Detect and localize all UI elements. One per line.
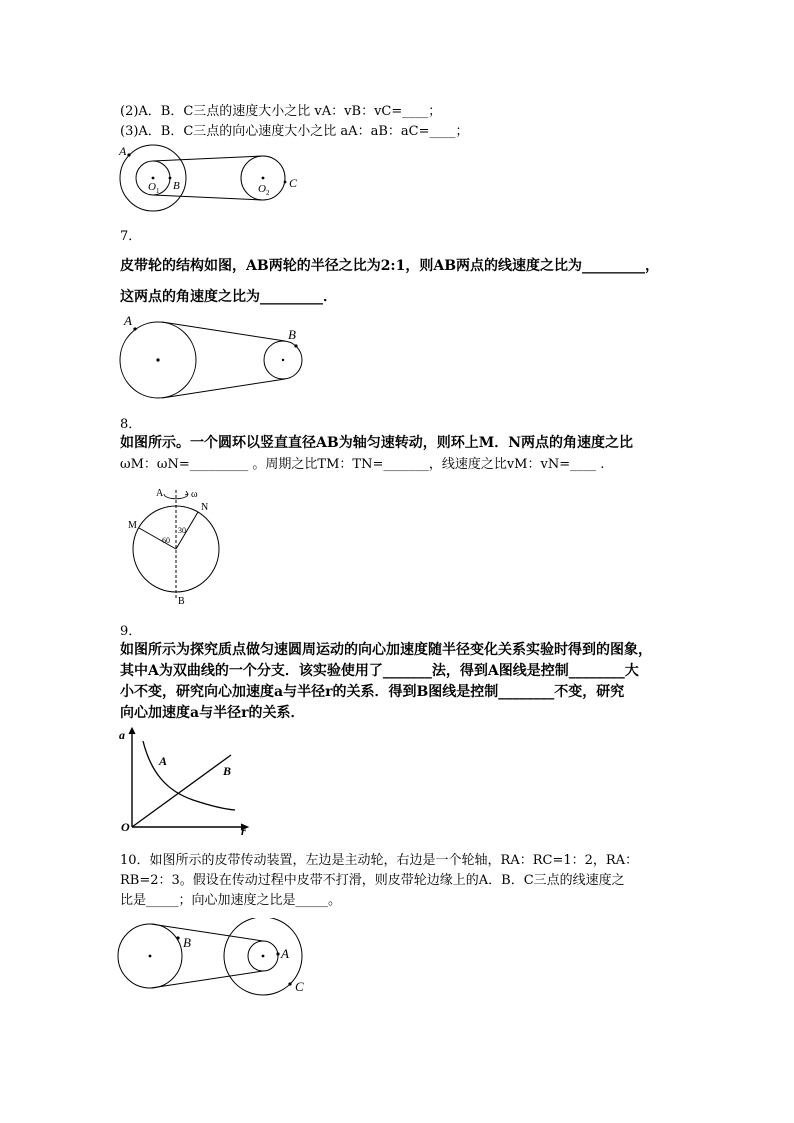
q8-label-30: 30: [178, 526, 186, 535]
q6-label-O2-sub: 2: [266, 189, 270, 197]
q8-figure: [120, 482, 230, 607]
q10-point-C: [288, 982, 291, 985]
q6-belt-bottom: [153, 195, 263, 200]
q7-label-A: A: [124, 313, 132, 328]
q10-line3: 比是_____；向心加速度之比是_____。: [120, 893, 342, 908]
q9-label-A: A: [159, 754, 168, 768]
q9-curve-A: [143, 741, 235, 810]
q7-center-A: [156, 358, 159, 361]
q7-number: 7．: [120, 229, 142, 244]
q10-center-right: [262, 955, 265, 958]
q10-belt-bottom: [151, 971, 263, 988]
q7-label-B: B: [288, 327, 296, 342]
q9-graph: [115, 725, 255, 837]
q10-point-B: [176, 936, 179, 939]
q6-label-A: A: [119, 144, 127, 158]
q10-line1: 10．如图所示的皮带传动装置，左边是主动轮，右边是一个轮轴，RA：RC=1：2，RA：: [120, 853, 639, 868]
q6-label-B: B: [173, 180, 180, 192]
q10-label-C: C: [295, 979, 304, 994]
q6-label-O1-sub: 1: [156, 187, 160, 195]
q9-xlabel: r: [241, 824, 246, 837]
q9-ylabel: a: [119, 728, 125, 742]
q8-label-B: B: [178, 596, 185, 607]
q9-line4: 向心加速度a与半径r的关系．: [120, 705, 305, 721]
q7-line2: 这两点的角速度之比为_________．: [120, 289, 337, 305]
q6-center-O1: [152, 177, 155, 180]
q10-label-A: A: [281, 946, 289, 961]
q9-origin: O: [121, 820, 130, 834]
q9-label-B: B: [223, 764, 232, 778]
q8-label-omega: ω: [191, 489, 198, 500]
q8-radius-M: [139, 528, 176, 549]
q10-figure: [115, 918, 315, 1006]
q9-line2: 其中A为双曲线的一个分支．该实验使用了_______法，得到A图线是控制________大: [120, 663, 639, 679]
q6-point-C: [284, 181, 287, 184]
q8-label-A: A: [156, 488, 164, 499]
q7-figure: [110, 310, 320, 410]
q6-label-O1: O: [148, 181, 156, 193]
q9-line1: 如图所示为探究质点做匀速圆周运动的向心加速度随半径变化关系实验时得到的图象，: [120, 642, 652, 658]
q9-number: 9．: [120, 624, 142, 639]
q9-line3: 小不变，研究向心加速度a与半径r的关系．得到B图线是控制________不变，研究: [120, 684, 625, 700]
q7-line1: 皮带轮的结构如图，AB两轮的半径之比为2:1，则AB两点的线速度之比为_________，: [120, 258, 660, 274]
q7-belt-top: [162, 322, 285, 341]
q6-label-C: C: [289, 176, 298, 190]
q9-line-B: [132, 755, 231, 827]
q8-line1: 如图所示。一个圆环以竖直直径AB为轴匀速转动，则环上M．N两点的角速度之比: [120, 435, 633, 451]
q6-label-O2: O: [258, 183, 266, 195]
q6-point-A: [127, 153, 130, 156]
q6-figure: [115, 140, 315, 212]
q6-belt-top: [153, 156, 263, 161]
q7-belt-bottom: [162, 379, 285, 398]
q8-label-M: M: [128, 520, 137, 531]
q7-point-A: [133, 327, 136, 330]
q8-line2: ωM：ωN=_________ 。周期之比TM：TN=_______，线速度之比vM：vN=____ .: [120, 457, 605, 472]
q6-line3: (3)A．B．C三点的向心速度大小之比 aA：aB：aC=____；: [120, 124, 469, 139]
q6-point-B: [169, 177, 172, 180]
q10-point-A: [276, 952, 279, 955]
q8-label-N: N: [201, 502, 209, 513]
q8-number: 8．: [120, 417, 142, 432]
q8-label-60: 60: [162, 536, 170, 545]
q6-line2: (2)A．B．C三点的速度大小之比 vA：vB：vC=____；: [120, 104, 442, 119]
q7-center-B: [282, 359, 284, 361]
q7-point-B: [294, 344, 297, 347]
q10-line2: RB=2：3。假设在传动过程中皮带不打滑，则皮带轮边缘上的A．B．C三点的线速度之: [120, 873, 625, 888]
q6-center-O2: [262, 177, 265, 180]
q10-center-left: [149, 955, 152, 958]
q10-label-B: B: [183, 935, 191, 950]
q10-belt-top: [151, 924, 263, 941]
